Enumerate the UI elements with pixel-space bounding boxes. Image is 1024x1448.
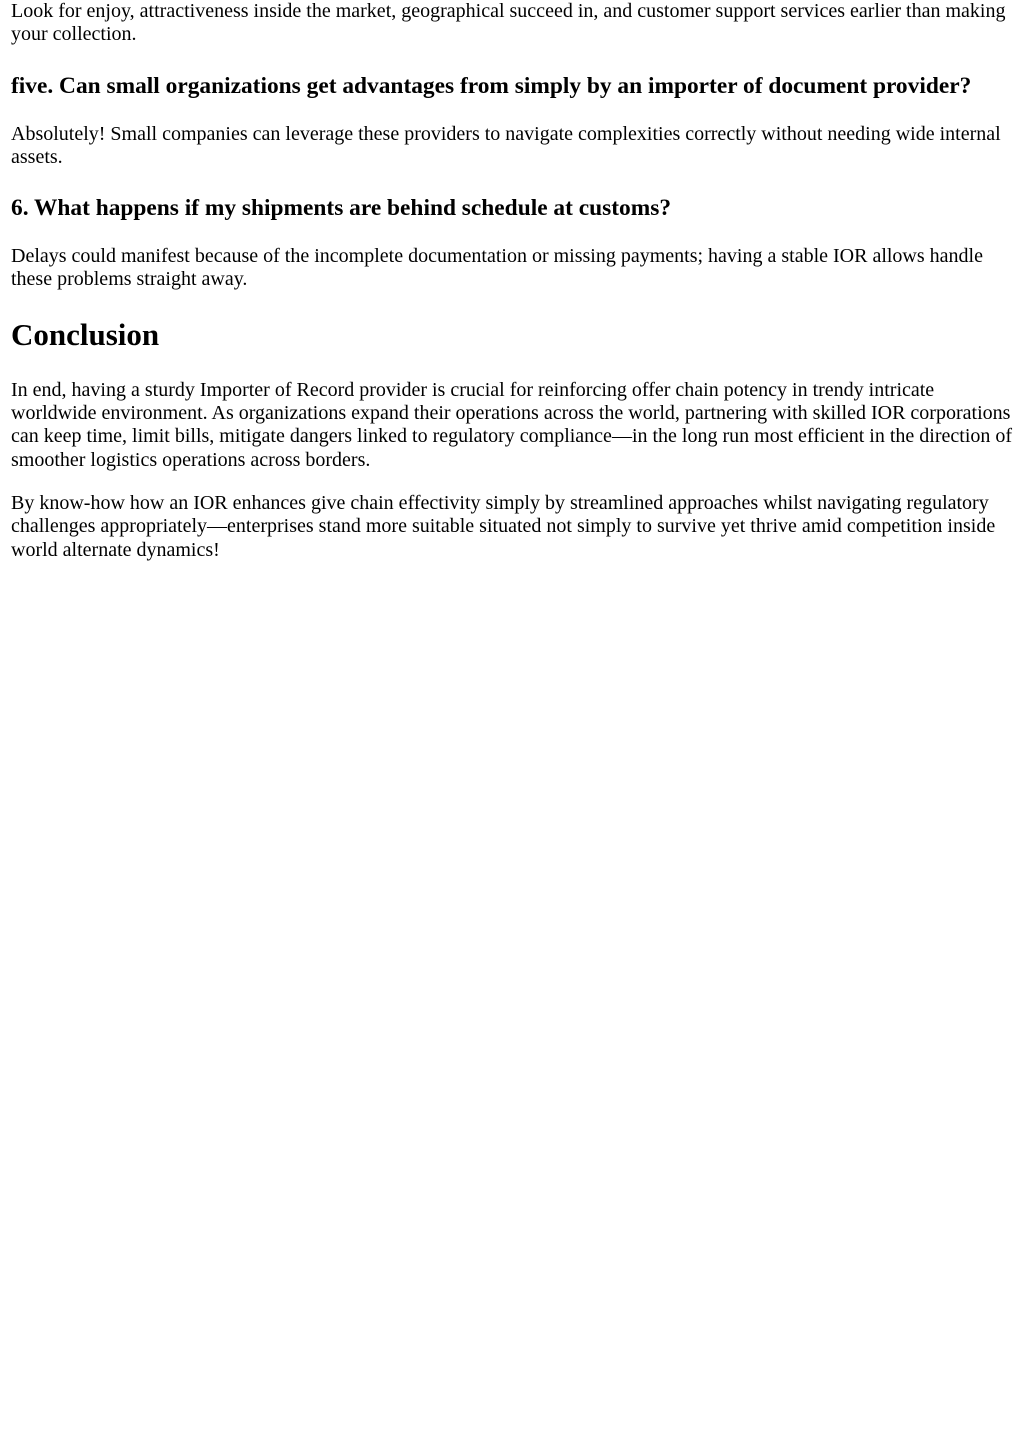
conclusion-paragraph-1: In end, having a sturdy Importer of Record provider is crucial for reinforcing offer chain potency in trendy intricate worldwide environment. As organizations expand their operations across the world, partnering with skilled IOR corporations can keep time, limit bills, mitigate dangers linked to regulatory compliance—in the long run most efficient in the direction of smoother logistics operations across borders. <box>11 378 1013 471</box>
faq-answer-6: Delays could manifest because of the incomplete documentation or missing payments; having a stable IOR allows handle these problems straight away. <box>11 245 983 291</box>
faq-question-5: five. Can small organizations get advantages from simply by an importer of document provider? <box>11 72 972 99</box>
conclusion-heading: Conclusion <box>11 316 160 352</box>
intro-paragraph: Look for enjoy, attractiveness inside the market, geographical succeed in, and customer support services earlier than making your collection. <box>11 0 1006 46</box>
faq-answer-5: Absolutely! Small companies can leverage these providers to navigate complexities correctly without needing wide internal assets. <box>11 122 1001 168</box>
conclusion-paragraph-2: By know-how how an IOR enhances give chain effectivity simply by streamlined approaches whilst navigating regulatory challenges appropriately—enterprises stand more suitable situated not simply to survive yet thrive amid competition inside world alternate dynamics! <box>11 491 996 561</box>
faq-question-6: 6. What happens if my shipments are behind schedule at customs? <box>11 195 672 222</box>
